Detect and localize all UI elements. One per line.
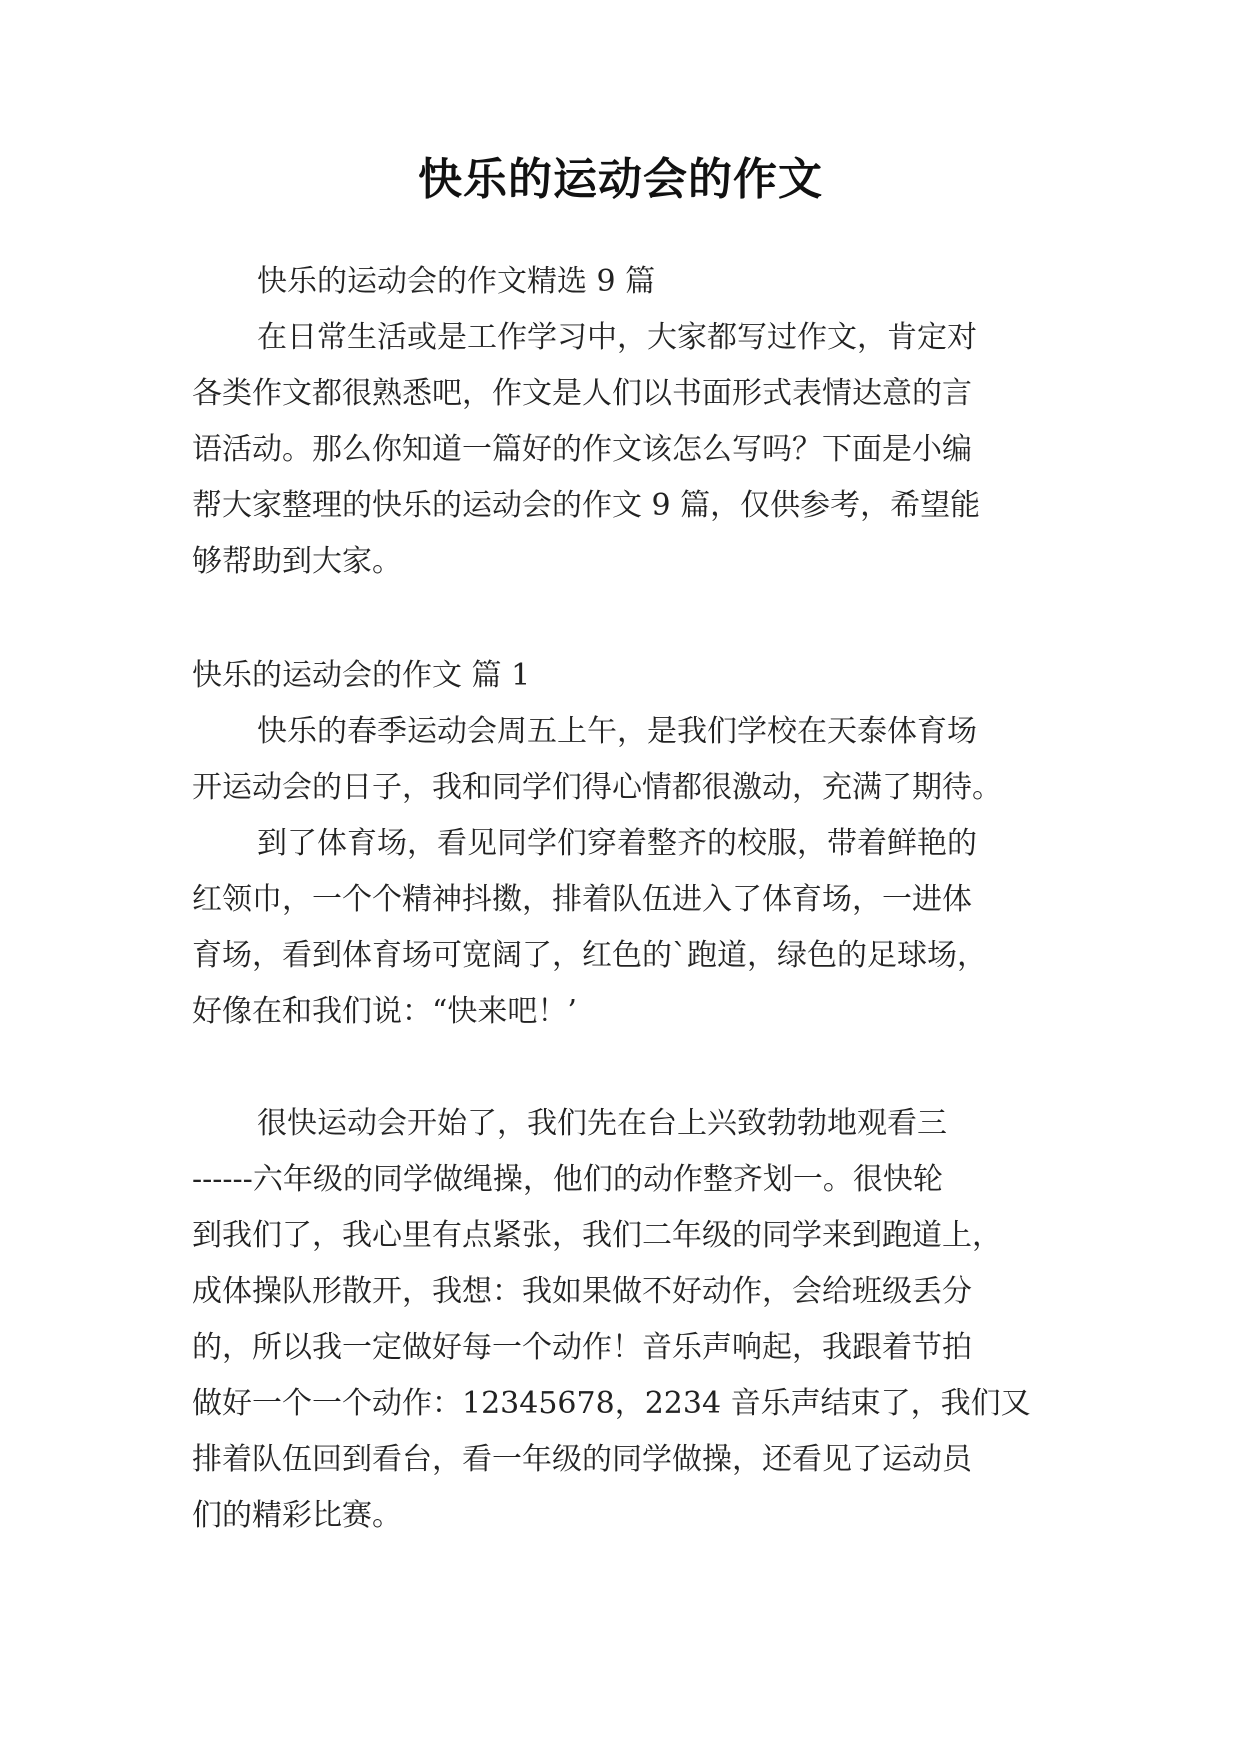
paragraph3-line-3: 到我们了，我心里有点紧张，我们二年级的同学来到跑道上，: [192, 1218, 1002, 1253]
paragraph3-line-1: 很快运动会开始了，我们先在台上兴致勃勃地观看三: [257, 1106, 947, 1141]
paragraph3-line-2: ------六年级的同学做绳操，他们的动作整齐划一。很快轮: [192, 1162, 943, 1197]
intro-line-2: 各类作文都很熟悉吧，作文是人们以书面形式表情达意的言: [192, 376, 972, 411]
paragraph2-line-3: 育场，看到体育场可宽阔了，红色的`跑道，绿色的足球场，: [192, 938, 987, 973]
paragraph3-line-5: 的，所以我一定做好每一个动作！音乐声响起，我跟着节拍: [192, 1330, 972, 1365]
paragraph3-line-6: 做好一个一个动作：12345678，2234 音乐声结束了，我们又: [192, 1386, 1031, 1421]
intro-line-3: 语活动。那么你知道一篇好的作文该怎么写吗？下面是小编: [192, 432, 972, 467]
document-title: 快乐的运动会的作文: [418, 154, 823, 205]
paragraph2-line-1: 到了体育场，看见同学们穿着整齐的校服，带着鲜艳的: [257, 826, 977, 861]
paragraph1-line-2: 开运动会的日子，我和同学们得心情都很激动，充满了期待。: [192, 770, 1002, 805]
document-subtitle: 快乐的运动会的作文精选 9 篇: [257, 264, 656, 299]
paragraph2-line-2: 红领巾，一个个精神抖擞，排着队伍进入了体育场，一进体: [192, 882, 972, 917]
intro-line-1: 在日常生活或是工作学习中，大家都写过作文，肯定对: [257, 320, 977, 355]
paragraph2-line-4: 好像在和我们说：“快来吧！’: [192, 994, 577, 1029]
section-heading: 快乐的运动会的作文 篇 1: [192, 658, 531, 693]
intro-line-5: 够帮助到大家。: [192, 544, 402, 579]
paragraph3-line-7: 排着队伍回到看台，看一年级的同学做操，还看见了运动员: [192, 1442, 972, 1477]
intro-line-4: 帮大家整理的快乐的运动会的作文 9 篇，仅供参考，希望能: [192, 488, 981, 523]
paragraph1-line-1: 快乐的春季运动会周五上午，是我们学校在天泰体育场: [257, 714, 977, 749]
paragraph3-line-4: 成体操队形散开，我想：我如果做不好动作，会给班级丢分: [192, 1274, 972, 1309]
paragraph3-line-8: 们的精彩比赛。: [192, 1498, 402, 1533]
